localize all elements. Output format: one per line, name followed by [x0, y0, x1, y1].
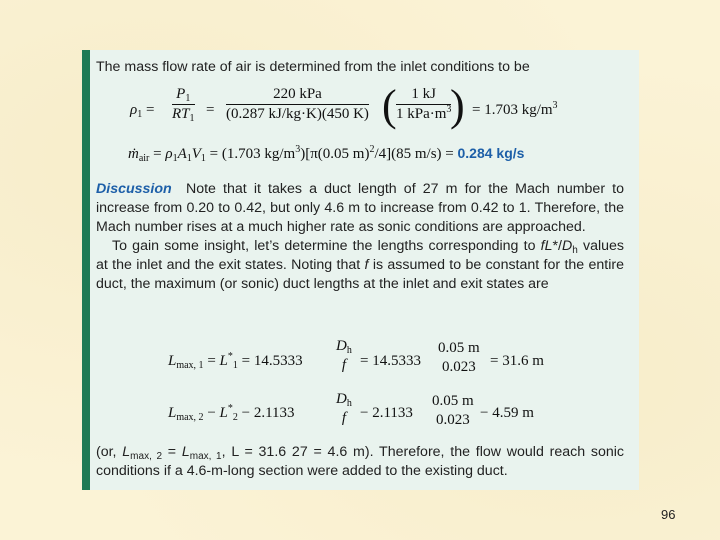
lmax1-result: = 31.6 m — [490, 353, 544, 369]
lmax1-value-fraction: 0.05 m 0.023 — [438, 340, 480, 375]
lmax1-lhs: $L_{max, 1} = L^*_1 = 14.5333$ — [168, 351, 303, 371]
unit-conversion-fraction: 1 kJ 1 $kPa\cdot m^3$ — [396, 86, 452, 122]
equals-sign: = — [206, 102, 215, 118]
density-value-fraction: 220 kPa (0.287 kJ/kg·K)(450 K) — [226, 86, 369, 122]
density-symbolic-fraction: $\frac{P_1}{RT_1}$ — [172, 86, 195, 124]
discussion-paragraph: Discussion Note that it takes a duct length of 27 m for the Mach number to increase from 0.20 to 0.42, but only 4.6 m to increase from 0.42 to 1. Therefore, the Mach number rises at a much higher rate as sonic conditions are approached. To gain some insight, let’s determine the lengths corresponding to $fL*/D_h$ values at the inlet and the exit states. Noting that f is assumed to be constant for the entire duct, the maximum (or sonic) duct lengths at the inlet and exit states are — [96, 181, 625, 292]
accent-bar — [82, 50, 90, 490]
density-lhs: $\rho_1$ = — [130, 102, 155, 120]
massflow-equation: ṁ$_{air}$ = $\rho_1A_1V_1 = (1.703$ $kg/m^3)[\pi(0.05$ m)$^2$/4](85 m/s) = 0.284 kg/s — [128, 144, 525, 164]
right-paren: ) — [450, 81, 465, 130]
closing-paragraph: (or, $L_{max, 2} = L_{max, 1}$, L = 31.6 27 = 4.6 m). Therefore, the flow would reach sonic conditions if a 4.6-m-long section were added to the existing duct. — [96, 444, 625, 479]
intro-text: The mass flow rate of air is determined from the inlet conditions to be — [96, 59, 530, 75]
lmax2-dh-over-f: $D_h$ f — [336, 391, 352, 426]
lmax1-dh-over-f: $D_h$ f — [336, 338, 352, 373]
density-result: = 1.703 $kg/m^3$ — [472, 100, 558, 118]
left-paren: ( — [382, 81, 397, 130]
lmax1-coef2: = 14.5333 — [360, 353, 421, 369]
page-number: 96 — [661, 507, 676, 522]
lmax2-value-fraction: 0.05 m 0.023 — [432, 393, 474, 428]
lmax2-result: − 4.59 m — [480, 405, 534, 421]
discussion-label: Discussion — [96, 181, 172, 197]
massflow-result: 0.284 kg/s — [457, 145, 525, 161]
lmax2-lhs: $L_{max, 2} - L^*_2 - 2.1133$ — [168, 403, 295, 423]
lmax2-coef2: − 2.1133 — [360, 405, 413, 421]
textbook-excerpt-image — [82, 50, 639, 490]
